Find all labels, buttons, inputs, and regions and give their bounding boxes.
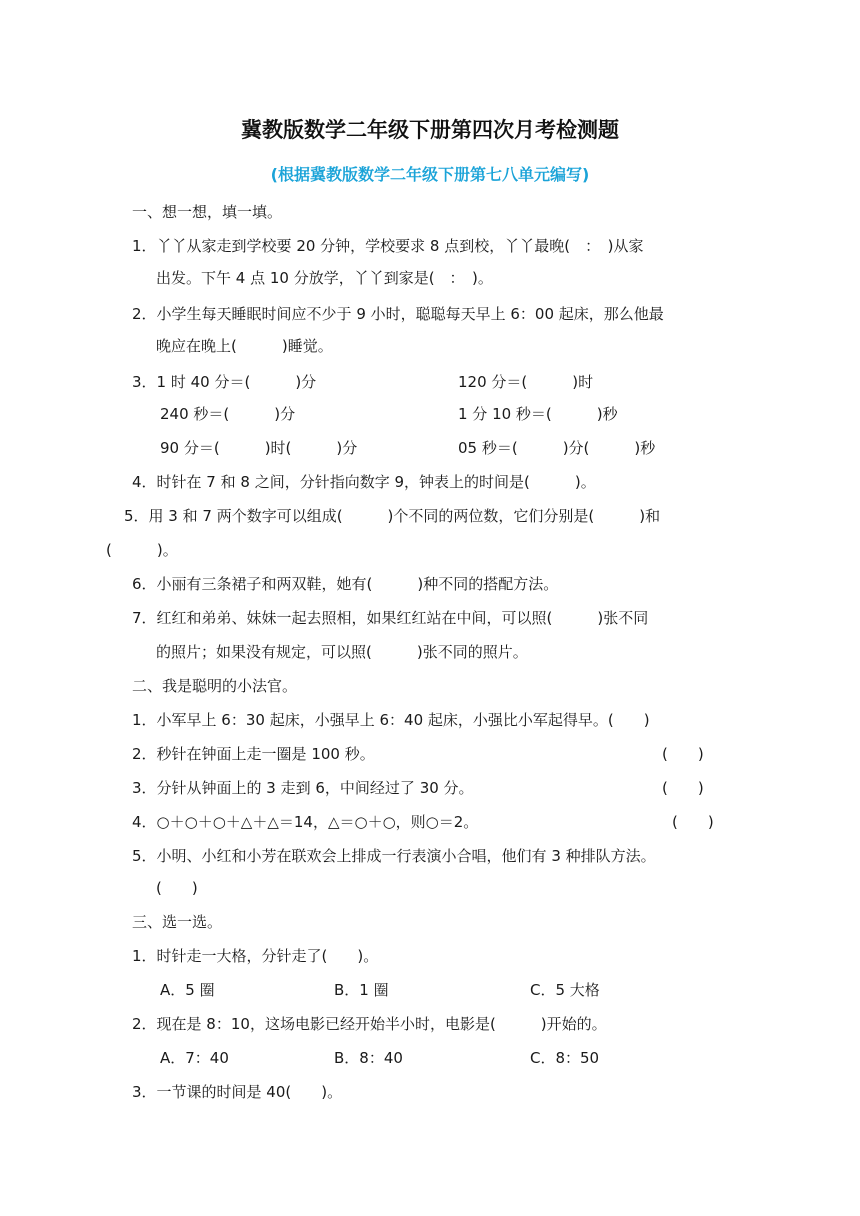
question-1-1-line-1: 1．丫丫从家走到学校要 20 分钟，学校要求 8 点到校，丫丫最晚( ： )从家 xyxy=(132,237,644,255)
question-1-7-line-2: 的照片；如果没有规定，可以照( )张不同的照片。 xyxy=(156,643,528,661)
question-1-3-row-1a: 3．1 时 40 分＝( )分 xyxy=(132,373,317,391)
question-1-2-line-1: 2．小学生每天睡眠时间应不少于 9 小时，聪聪每天早上 6：00 起床，那么他最 xyxy=(132,305,664,323)
question-1-1-line-2: 出发。下午 4 点 10 分放学，丫丫到家是( ： )。 xyxy=(156,269,493,287)
question-2-2: 2．秒针在钟面上走一圈是 100 秒。 xyxy=(132,745,375,763)
question-1-7-line-1: 7．红红和弟弟、妹妹一起去照相，如果红红站在中间，可以照( )张不同 xyxy=(132,609,649,627)
question-3-2-option-b[interactable]: B．8：40 xyxy=(334,1049,403,1067)
question-2-3: 3．分针从钟面上的 3 走到 6，中间经过了 30 分。 xyxy=(132,779,474,797)
question-2-3-answer[interactable]: ( ) xyxy=(662,779,704,797)
question-3-3: 3．一节课的时间是 40( )。 xyxy=(132,1083,343,1101)
question-1-6: 6．小丽有三条裙子和两双鞋，她有( )种不同的搭配方法。 xyxy=(132,575,559,593)
question-1-3-row-2b: 1 分 10 秒＝( )秒 xyxy=(458,405,618,423)
question-2-5-answer[interactable]: ( ) xyxy=(156,879,198,897)
question-3-1-option-a[interactable]: A．5 圈 xyxy=(160,981,215,999)
question-3-1: 1．时针走一大格，分针走了( )。 xyxy=(132,947,379,965)
page-title: 冀教版数学二年级下册第四次月考检测题 xyxy=(241,118,619,142)
question-1-2-line-2: 晚应在晚上( )睡觉。 xyxy=(156,337,333,355)
section-3-heading: 三、选一选。 xyxy=(132,913,223,931)
question-3-1-option-b[interactable]: B．1 圈 xyxy=(334,981,389,999)
question-2-5-line-1: 5．小明、小红和小芳在联欢会上排成一行表演小合唱，他们有 3 种排队方法。 xyxy=(132,847,656,865)
question-2-4: 4．○＋○＋○＋△＋△＝14，△＝○＋○，则○＝2。 xyxy=(132,813,479,831)
page-subtitle: (根据冀教版数学二年级下册第七八单元编写) xyxy=(270,165,590,184)
question-1-4: 4．时针在 7 和 8 之间，分针指向数字 9，钟表上的时间是( )。 xyxy=(132,473,596,491)
question-1-3-row-3b: 05 秒＝( )分( )秒 xyxy=(458,439,656,457)
question-2-4-answer[interactable]: ( ) xyxy=(672,813,714,831)
question-3-2-option-a[interactable]: A．7：40 xyxy=(160,1049,229,1067)
section-2-heading: 二、我是聪明的小法官。 xyxy=(132,677,298,695)
question-1-3-row-2a: 240 秒＝( )分 xyxy=(160,405,296,423)
question-1-5-line-2: ( )。 xyxy=(106,541,178,559)
question-2-2-answer[interactable]: ( ) xyxy=(662,745,704,763)
question-1-3-row-1b: 120 分＝( )时 xyxy=(458,373,594,391)
question-3-2-option-c[interactable]: C．8：50 xyxy=(530,1049,600,1067)
question-1-5-line-1: 5．用 3 和 7 两个数字可以组成( )个不同的两位数，它们分别是( )和 xyxy=(124,507,661,525)
question-3-1-option-c[interactable]: C．5 大格 xyxy=(530,981,600,999)
section-1-heading: 一、想一想，填一填。 xyxy=(132,203,283,221)
question-3-2: 2．现在是 8：10，这场电影已经开始半小时，电影是( )开始的。 xyxy=(132,1015,607,1033)
question-1-3-row-3a: 90 分＝( )时( )分 xyxy=(160,439,358,457)
question-2-1: 1．小军早上 6：30 起床，小强早上 6：40 起床，小强比小军起得早。( ) xyxy=(132,711,650,729)
